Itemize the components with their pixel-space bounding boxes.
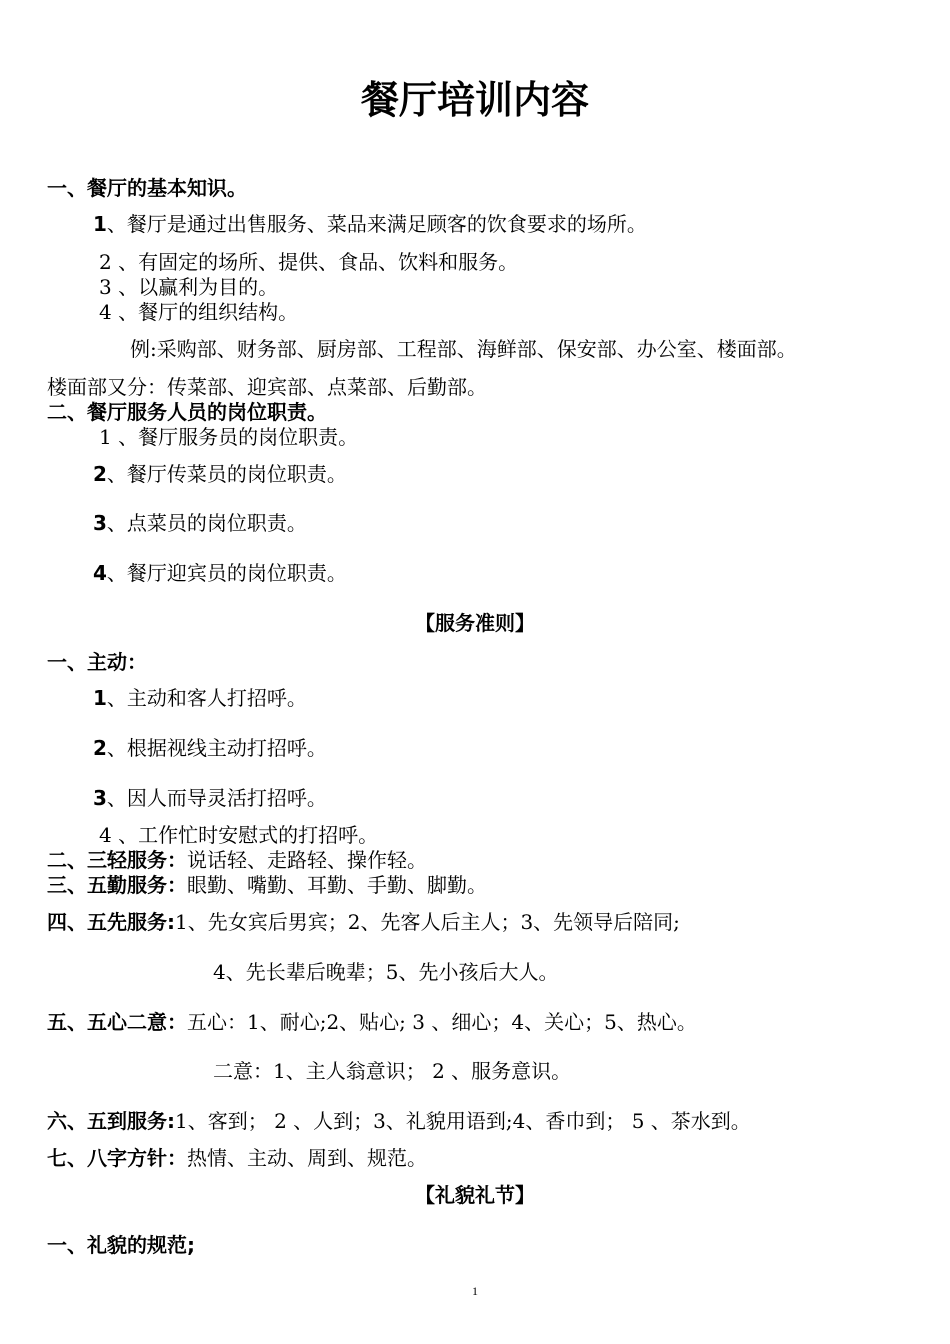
etiquette-heading: 【礼貌礼节】	[415, 1183, 535, 1207]
rules-p4-text: 1、先女宾后男宾；2、先客人后主人；3、先领导后陪同;	[175, 910, 680, 934]
rules-p2-label: 二、三轻服务：	[47, 848, 187, 872]
section2-item2	[93, 462, 347, 486]
page-number: 1	[472, 1284, 478, 1298]
rules-p7-label: 七、八字方针：	[47, 1146, 187, 1170]
rules-p6-text: 1、客到； 2 、人到；3、礼貌用语到;4、香巾到； 5 、茶水到。	[175, 1109, 751, 1133]
rules-p7	[47, 1146, 427, 1170]
item-text: 、根据视线主动打招呼。	[106, 736, 327, 760]
rules-p4-line2: 4、先长辈后晚辈；5、先小孩后大人。	[213, 960, 559, 984]
item-number: 4	[93, 561, 107, 585]
rules-p1-heading: 一、主动：	[47, 650, 147, 674]
section1-item3: 3 、以赢利为目的。	[99, 275, 279, 299]
rules-p5-line2: 二意：1、主人翁意识； 2 、服务意识。	[213, 1059, 572, 1083]
section2-item3	[93, 511, 307, 535]
item-text: 、餐厅传菜员的岗位职责。	[106, 462, 347, 486]
item-text: 、点菜员的岗位职责。	[106, 511, 307, 535]
rules-p3-label: 三、五勤服务：	[47, 873, 187, 897]
rules-p5-text: 五心：1、耐心;2、贴心; 3 、细心；4、关心；5、热心。	[187, 1010, 697, 1034]
rules-p7-text: 热情、主动、周到、规范。	[187, 1146, 427, 1170]
rules-p2	[47, 848, 427, 872]
item-text: 、餐厅是通过出售服务、菜品来满足顾客的饮食要求的场所。	[106, 212, 647, 236]
rules-p6	[47, 1109, 751, 1133]
service-rules-heading: 【服务准则】	[415, 611, 535, 635]
item-number: 2	[93, 736, 107, 760]
item-number: 1	[93, 686, 107, 710]
item-text: 、餐厅迎宾员的岗位职责。	[106, 561, 347, 585]
section1-item1	[93, 212, 647, 236]
item-number: 2	[93, 462, 107, 486]
rules-p5	[47, 1010, 697, 1034]
section1-heading: 一、餐厅的基本知识。	[47, 176, 247, 200]
rules-p4-label: 四、五先服务:	[47, 910, 175, 934]
etiquette-p1-heading: 一、礼貌的规范;	[47, 1233, 195, 1257]
section1-item4: 4 、餐厅的组织结构。	[99, 300, 299, 324]
item-number: 3	[93, 511, 107, 535]
page-title: 餐厅培训内容	[360, 78, 589, 122]
item-text: 、因人而导灵活打招呼。	[106, 786, 327, 810]
section2-item4	[93, 561, 347, 585]
rules-p5-label: 五、五心二意：	[47, 1010, 187, 1034]
rules-p1-item4: 4 、工作忙时安慰式的打招呼。	[99, 823, 379, 847]
section1-sub: 楼面部又分：传菜部、迎宾部、点菜部、后勤部。	[47, 375, 487, 399]
rules-p1-item3	[93, 786, 327, 810]
rules-p1-item1	[93, 686, 307, 710]
rules-p6-label: 六、五到服务:	[47, 1109, 175, 1133]
item-number: 3	[93, 786, 107, 810]
section2-item1: 1 、餐厅服务员的岗位职责。	[99, 425, 359, 449]
section1-example: 例:采购部、财务部、厨房部、工程部、海鲜部、保安部、办公室、楼面部。	[130, 337, 797, 361]
rules-p3-text: 眼勤、嘴勤、耳勤、手勤、脚勤。	[187, 873, 487, 897]
item-number: 1	[93, 212, 107, 236]
rules-p4	[47, 910, 680, 934]
section1-item2: 2 、有固定的场所、提供、食品、饮料和服务。	[99, 250, 519, 274]
section2-heading: 二、餐厅服务人员的岗位职责。	[47, 400, 327, 424]
item-text: 、主动和客人打招呼。	[106, 686, 307, 710]
rules-p2-text: 说话轻、走路轻、操作轻。	[187, 848, 427, 872]
rules-p1-item2	[93, 736, 327, 760]
rules-p3	[47, 873, 487, 897]
